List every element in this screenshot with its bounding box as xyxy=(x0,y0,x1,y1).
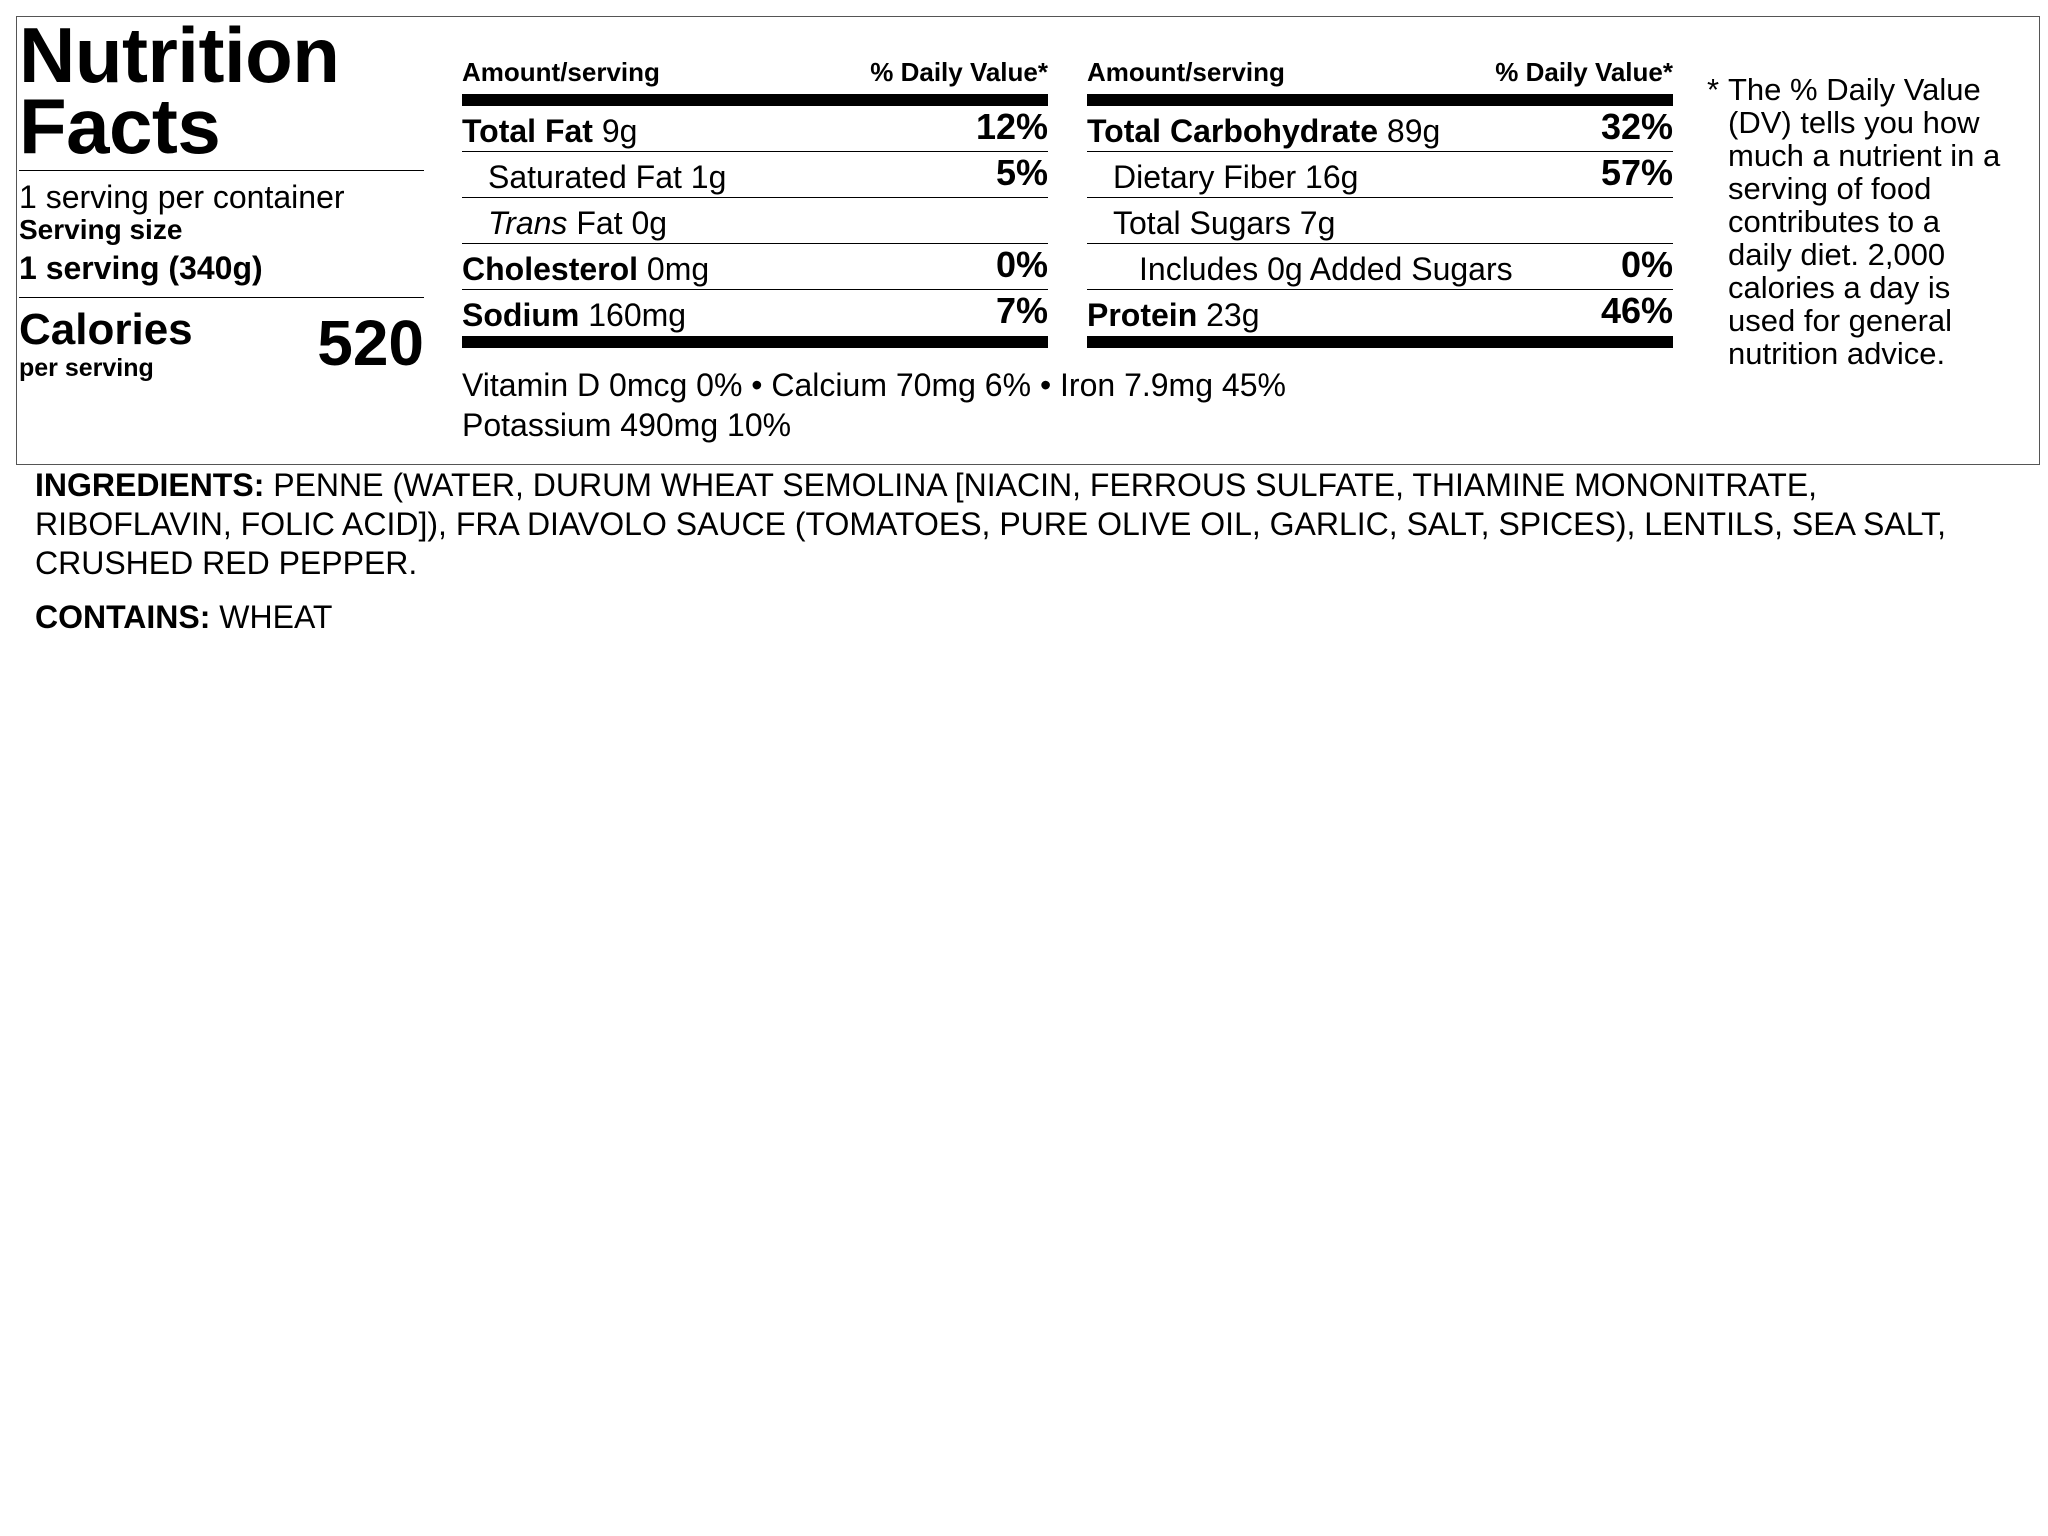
nutrient-dv: 0% xyxy=(1620,244,1673,285)
nutrient-name: Cholesterol xyxy=(462,251,639,287)
ingredients-statement xyxy=(35,466,1995,583)
serving-size-value: 1 serving (340g) xyxy=(19,251,424,298)
calories-label: Calories xyxy=(19,305,193,354)
thick-divider xyxy=(1087,94,1673,106)
contains-label: CONTAINS: xyxy=(35,599,211,635)
nutrient-row-protein xyxy=(1087,290,1673,336)
title-line-2: Facts xyxy=(19,82,221,170)
nutrient-row-added-sugars xyxy=(1087,244,1673,290)
label-title xyxy=(19,11,424,171)
nutrient-amount: 9g xyxy=(592,113,638,149)
nutrient-row-saturated-fat xyxy=(462,152,1048,198)
nutrient-name: Dietary Fiber 16g xyxy=(1113,159,1359,195)
footnote-asterisk: * xyxy=(1707,72,1720,107)
nutrient-table-left xyxy=(462,56,1048,348)
nutrient-name: Includes 0g Added Sugars xyxy=(1139,251,1513,287)
nutrient-amount: 160mg xyxy=(579,297,687,333)
vitamins-minerals xyxy=(462,365,1286,445)
nutrient-amount: 0mg xyxy=(638,251,710,287)
nutrient-dv: 12% xyxy=(975,106,1048,147)
thick-divider xyxy=(1087,336,1673,348)
nutrient-name: Protein xyxy=(1087,297,1198,333)
ingredients-label: INGREDIENTS: xyxy=(35,467,265,503)
amount-serving-header: Amount/serving xyxy=(462,57,660,87)
calories-value: 520 xyxy=(317,307,424,379)
title-line-1: Nutrition xyxy=(19,11,340,99)
table-header xyxy=(1087,56,1673,88)
nutrient-dv: 7% xyxy=(995,290,1048,331)
per-serving-label: per serving xyxy=(19,354,154,382)
servings-per-container: 1 serving per container xyxy=(19,179,345,215)
nutrient-name: Total Fat xyxy=(462,113,593,149)
nutrient-row-total-fat xyxy=(462,106,1048,152)
serving-size-label: Serving size xyxy=(19,214,183,245)
nutrient-amount: 23g xyxy=(1197,297,1260,333)
nutrient-amount: Fat 0g xyxy=(567,205,668,241)
nutrient-dv: 32% xyxy=(1600,106,1673,147)
table-header xyxy=(462,56,1048,88)
nutrient-name: Total Carbohydrate xyxy=(1087,113,1378,149)
thick-divider xyxy=(462,94,1048,106)
daily-value-header: % Daily Value* xyxy=(870,57,1048,87)
daily-value-footnote xyxy=(1707,73,2007,370)
footnote-text: The % Daily Value (DV) tells you how much a nutrient in a serving of food contributes to a daily diet. 2,000 calories a day is used for general nutrition advice. xyxy=(1728,72,2001,371)
nutrient-row-trans-fat xyxy=(462,198,1048,244)
daily-value-header: % Daily Value* xyxy=(1495,57,1673,87)
nutrient-table-right xyxy=(1087,56,1673,348)
nutrient-amount: 89g xyxy=(1378,113,1441,149)
ingredients-text: PENNE (WATER, DURUM WHEAT SEMOLINA [NIACIN, FERROUS SULFATE, THIAMINE MONONITRATE, RIBOFLAVIN, FOLIC ACID]), FRA DIAVOLO SAUCE (TOMATOES, PURE OLIVE OIL, GARLIC, SALT, SPICES), LENTILS, SEA SALT, CRUSHED RED PEPPER. xyxy=(35,467,1947,581)
nutrient-row-dietary-fiber xyxy=(1087,152,1673,198)
vitamins-line-1: Vitamin D 0mcg 0% • Calcium 70mg 6% • Iron 7.9mg 45% xyxy=(462,367,1286,403)
nutrient-row-total-sugars xyxy=(1087,198,1673,244)
nutrient-dv: 57% xyxy=(1600,152,1673,193)
label-header xyxy=(19,11,424,382)
nutrient-dv: 0% xyxy=(995,244,1048,285)
nutrient-row-cholesterol xyxy=(462,244,1048,290)
nutrient-name: Total Sugars 7g xyxy=(1113,205,1336,241)
nutrient-name: Saturated Fat 1g xyxy=(488,159,727,195)
allergen-statement xyxy=(35,598,332,637)
vitamins-line-2: Potassium 490mg 10% xyxy=(462,407,792,443)
nutrient-dv: 5% xyxy=(995,152,1048,193)
contains-text: WHEAT xyxy=(210,599,333,635)
nutrient-row-sodium xyxy=(462,290,1048,336)
thick-divider xyxy=(462,336,1048,348)
nutrient-name: Trans xyxy=(488,205,568,241)
calories-row xyxy=(19,302,424,382)
nutrient-row-total-carbohydrate xyxy=(1087,106,1673,152)
nutrient-name: Sodium xyxy=(462,297,580,333)
nutrient-dv: 46% xyxy=(1600,290,1673,331)
amount-serving-header: Amount/serving xyxy=(1087,57,1285,87)
